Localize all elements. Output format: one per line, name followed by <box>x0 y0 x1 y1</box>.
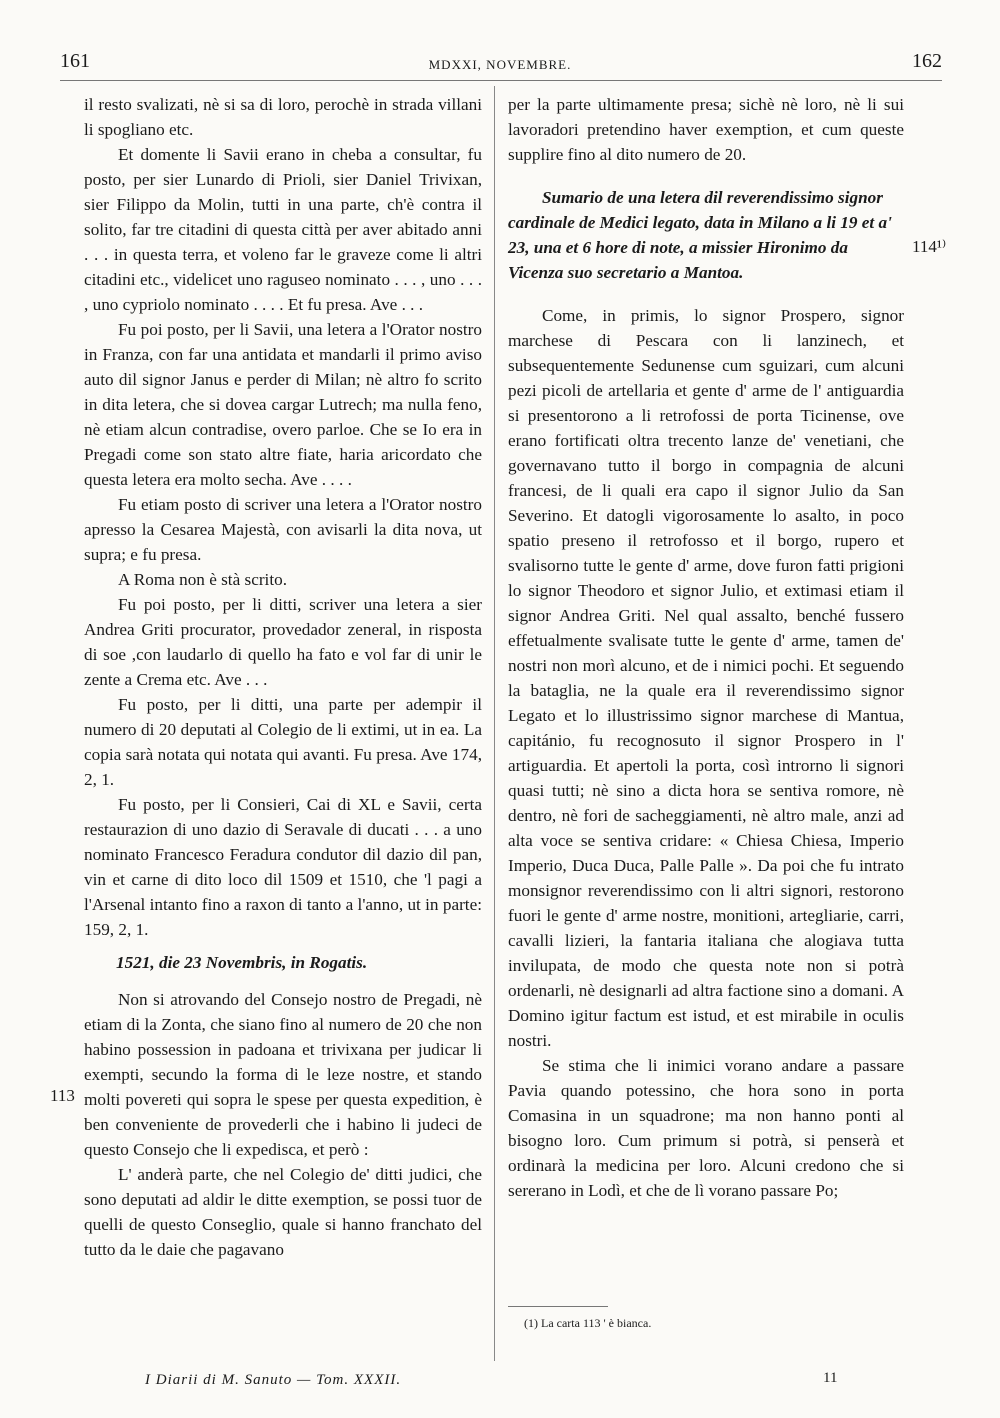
paragraph: A Roma non è stà scrito. <box>118 570 287 589</box>
paragraph: Fu posto, per li Consieri, Cai di XL e Savii, certa restaurazion di uno dazio di Seravale di ducati . . . a uno nominato Francesco Feradura condutor dil dazio dil pan, vin et carne di dito loco dil 1509 et 1510, che 'l pagi a l'Arsenal intanto fino a raxon di tanto a l'anno, ut in parte: 159, 2, 1. <box>84 795 482 939</box>
column-divider <box>494 86 495 1361</box>
paragraph: Fu poi posto, per li ditti, scriver una letera a sier Andrea Griti procurator, provedador zeneral, in risposta di soe ,con laudarlo di quello ha fato e vol far di unir le zente a Crema etc. Ave . . . <box>84 595 482 689</box>
paragraph: Fu etiam posto di scriver una letera a l'Orator nostro apresso la Cesarea Majestà, con avisarli la dita nova, ut supra; e fu presa. <box>84 495 482 564</box>
footnote-rule <box>508 1306 608 1307</box>
paragraph: Et domente li Savii erano in cheba a consultar, fu posto, per sier Lunardo di Prioli, sier Daniel Trivixan, sier Filippo da Molin, tutti in una parte, ch'è contra il solito, far tre citadini di questa città per aver abitado anni . . . in questa terra, et voleno far le graveze come li altri citadini etc., videlicet uno raguseo nominato . . . , uno . . . , uno cypriolo nominato . . . . Et fu presa. Ave . . . <box>84 145 482 314</box>
paragraph: Fu posto, per li ditti, una parte per adempir il numero di 20 deputati al Colegio de li extimi, ut in ea. La copia sarà notata qui notata qui avanti. Fu presa. Ave 174, 2, 1. <box>84 695 482 789</box>
right-column <box>508 92 904 1203</box>
section-heading: 1521, die 23 Novembris, in Rogatis. <box>116 953 368 972</box>
paragraph: il resto svalizati, nè si sa di loro, perochè in strada villani li spogliano etc. <box>84 95 482 139</box>
right-page-number: 162 <box>912 50 942 72</box>
paragraph: Se stima che li inimici vorano andare a passare Pavia quando potessino, che hora sono in porta Comasina in un squadrone; ma non hanno ponti al bisogno loro. Cum primum si potrà, si penserà et ordinarà la medicina per loro. Alcuni credono che si sererano in Lodì, et che de lì vorano passare Po; <box>508 1056 904 1200</box>
paragraph: Non si atrovando del Consejo nostro de Pregadi, nè etiam di la Zonta, che siano fino al numero de 20 che non habino possession in padoana et trivixana per judicar li exempti, secundo la forma di le leze nostre, et stando molti povereti qui sopra le spese per questa expedition, è ben conveniente de provederli che i habino li judeci de questo Consejo che li expedisca, et però : <box>84 990 482 1159</box>
header-rule <box>60 80 942 81</box>
printer-signature: I Diarii di M. Sanuto — Tom. XXXII. <box>145 1372 402 1388</box>
margin-folio-number: 114¹⁾ <box>912 237 947 256</box>
margin-folio-number: 113 <box>50 1086 75 1105</box>
letter-summary-heading: Sumario de una letera dil reverendissimo signor cardinale de Medici legato, data in Milano a li 19 et a' 23, una et 6 hore di note, a missier Hironimo da Vicenza suo secretario a Mantoa. <box>508 188 892 282</box>
paragraph: L' anderà parte, che nel Colegio de' ditti judici, che sono deputati ad aldir le ditte exemption, se possi tuor de quelli de questo Conseglio, quale si hanno franchato del tutto da le daie che pagavano <box>84 1165 482 1259</box>
sheet-number: 11 <box>823 1370 838 1386</box>
left-column <box>84 92 482 1262</box>
paragraph: per la parte ultimamente presa; sichè nè loro, nè li sui lavoradori pretendino haver exemption, et cum queste supplire fino al dito numero de 20. <box>508 95 904 164</box>
paragraph: Come, in primis, lo signor Prospero, signor marchese di Pescara con li lanzinech, et subsequentemente Sedunense cum sguizari, cum alcuni pezi picoli de artellaria et gente d' arme de l' antiguardia si presentorono a li retrofossi de porta Ticinense, ove erano fortificati oltra trecento lanze de' venetiani, che governavano tutto il borgo in compagnia de alcuni francesi, de li quali era capo il signor Julio da San Severino. Et datogli vigorosamente lo asalto, in poco spatio preseno il retrofosso et il borgo, rupero et svalisorno tutte le gente d' arme, dove furon fatti prigioni lo signor Theodoro et signor Julio, et extimasi etiam il signor Andrea Griti. Nel qual assalto, benché fussero effetualmente svalisate tutte le gente d' arme, tamen de' nostri non morì alcuno, et de i nimici pochi. Et seguendo la bataglia, ne la quale era il reverendissimo signor Legato et lo illustrissimo signor marchese di Mantua, capitánio, fu recognosuto il signor Prospero in l' artiguardia. Et apertoli la porta, così introrno li signori quasi tutti; nè sino a dicta hora se sentiva romore, nè dentro, nè fori de sacheggiamenti, nè altro male, anzi ad alta voce se sentiva cridare: « Chiesa Chiesa, Imperio Imperio, Duca Duca, Palle Palle ». Da poi che fu intrato monsignor reverendissimo con li altri signori, restorono fuori le gente d' arme nostre, monitioni, artegliarie, carri, cavalli lizieri, la fantaria italiana che alogiava tutta invilupata, de modo che questa note non si potrà ordenarli, nè designarli ad altra factione sino a domani. A Domino igitur factum est istud, et est mirabile in oculis nostri. <box>508 306 904 1050</box>
footnote: (1) La carta 113 ' è bianca. <box>524 1316 652 1330</box>
running-title: MDXXI, NOVEMBRE. <box>428 57 572 72</box>
paragraph: Fu poi posto, per li Savii, una letera a l'Orator nostro in Franza, con far una antidata et mandarli il primo aviso auto dil signor Janus e perder di Milan; nè altro fo scrito in dita letera, che si dovea cargar Lutrech; ma nulla feno, nè etiam alcun contradise, overo parloe. Che se Io era in Pregadi come son stato altre fiate, haria aricordato che questa letera era molto secha. Ave . . . . <box>84 320 482 489</box>
left-page-number: 161 <box>60 50 90 72</box>
